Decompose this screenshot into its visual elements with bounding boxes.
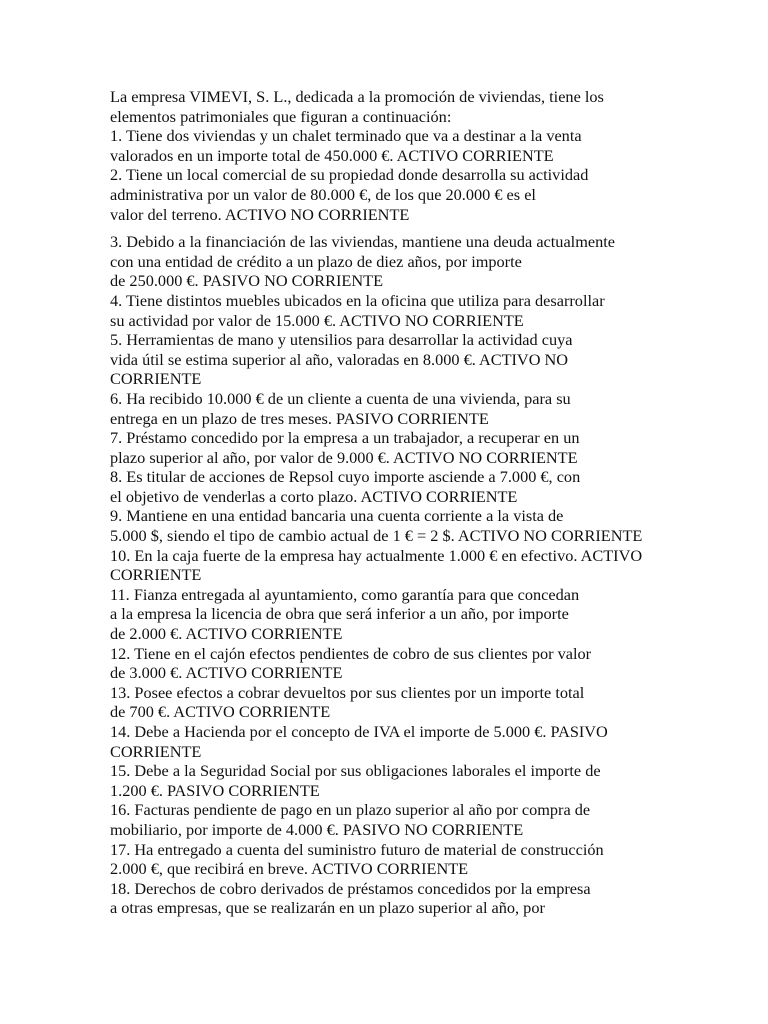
text-line: 9. Mantiene en una entidad bancaria una cuenta corriente a la vista de — [110, 506, 564, 526]
text-line: 15. Debe a la Seguridad Social por sus obligaciones laborales el importe de — [110, 761, 601, 781]
text-line: 5. Herramientas de mano y utensilios para desarrollar la actividad cuya — [110, 330, 573, 350]
text-line: elementos patrimoniales que figuran a continuación: — [110, 106, 452, 126]
text-line: con una entidad de crédito a un plazo de diez años, por importe — [110, 251, 522, 271]
text-line: 1.200 €. PASIVO CORRIENTE — [110, 780, 320, 800]
text-line: 6. Ha recibido 10.000 € de un cliente a cuenta de una vivienda, para su — [110, 388, 571, 408]
text-line: 7. Préstamo concedido por la empresa a un trabajador, a recuperar en un — [110, 428, 580, 448]
text-line: mobiliario, por importe de 4.000 €. PASIVO NO CORRIENTE — [110, 819, 524, 839]
text-line: 5.000 $, siendo el tipo de cambio actual de 1 € = 2 $. ACTIVO NO CORRIENTE — [110, 526, 643, 546]
text-line: el objetivo de venderlas a corto plazo. ACTIVO CORRIENTE — [110, 486, 518, 506]
text-line: CORRIENTE — [110, 369, 202, 389]
text-line: 11. Fianza entregada al ayuntamiento, como garantía para que concedan — [110, 584, 580, 604]
text-line: valor del terreno. ACTIVO NO CORRIENTE — [110, 204, 410, 224]
text-line: valorados en un importe total de 450.000 €. ACTIVO CORRIENTE — [110, 145, 554, 165]
text-line: 8. Es titular de acciones de Repsol cuyo importe asciende a 7.000 €, con — [110, 467, 581, 487]
text-line: 2. Tiene un local comercial de su propiedad donde desarrolla su actividad — [110, 165, 589, 185]
document-body — [110, 87, 710, 918]
text-line: 12. Tiene en el cajón efectos pendientes de cobro de sus clientes por valor — [110, 643, 592, 663]
text-line: 16. Facturas pendiente de pago en un plazo superior al año por compra de — [110, 800, 591, 820]
text-line: La empresa VIMEVI, S. L., dedicada a la promoción de viviendas, tiene los — [110, 87, 604, 106]
text-line: 18. Derechos de cobro derivados de préstamos concedidos por la empresa — [110, 878, 591, 898]
text-line: 13. Posee efectos a cobrar devueltos por sus clientes por un importe total — [110, 682, 585, 702]
text-line: a otras empresas, que se realizarán en un plazo superior al año, por — [110, 898, 545, 918]
text-line: 10. En la caja fuerte de la empresa hay actualmente 1.000 € en efectivo. ACTIVO — [110, 545, 643, 565]
text-line: 1. Tiene dos viviendas y un chalet terminado que va a destinar a la venta — [110, 126, 582, 146]
paragraph-gap — [110, 224, 710, 232]
text-line: CORRIENTE — [110, 565, 202, 585]
text-line: vida útil se estima superior al año, valoradas en 8.000 €. ACTIVO NO — [110, 349, 569, 369]
text-line: de 700 €. ACTIVO CORRIENTE — [110, 702, 331, 722]
text-line: 17. Ha entregado a cuenta del suministro futuro de material de construcción — [110, 839, 604, 859]
text-line: entrega en un plazo de tres meses. PASIVO CORRIENTE — [110, 408, 489, 428]
text-line: de 250.000 €. PASIVO NO CORRIENTE — [110, 271, 384, 291]
text-line: CORRIENTE — [110, 741, 202, 761]
text-line: de 2.000 €. ACTIVO CORRIENTE — [110, 624, 343, 644]
text-line: 14. Debe a Hacienda por el concepto de IVA el importe de 5.000 €. PASIVO — [110, 722, 608, 741]
text-line: su actividad por valor de 15.000 €. ACTIVO NO CORRIENTE — [110, 310, 524, 330]
text-line: 3. Debido a la financiación de las viviendas, mantiene una deuda actualmente — [110, 232, 615, 252]
text-line: a la empresa la licencia de obra que será inferior a un año, por importe — [110, 604, 569, 624]
text-line: 4. Tiene distintos muebles ubicados en la oficina que utiliza para desarrollar — [110, 290, 605, 310]
text-line: administrativa por un valor de 80.000 €, de los que 20.000 € es el — [110, 184, 536, 204]
text-line: plazo superior al año, por valor de 9.000 €. ACTIVO NO CORRIENTE — [110, 447, 578, 467]
text-line: de 3.000 €. ACTIVO CORRIENTE — [110, 663, 343, 683]
text-line: 2.000 €, que recibirá en breve. ACTIVO CORRIENTE — [110, 859, 469, 879]
